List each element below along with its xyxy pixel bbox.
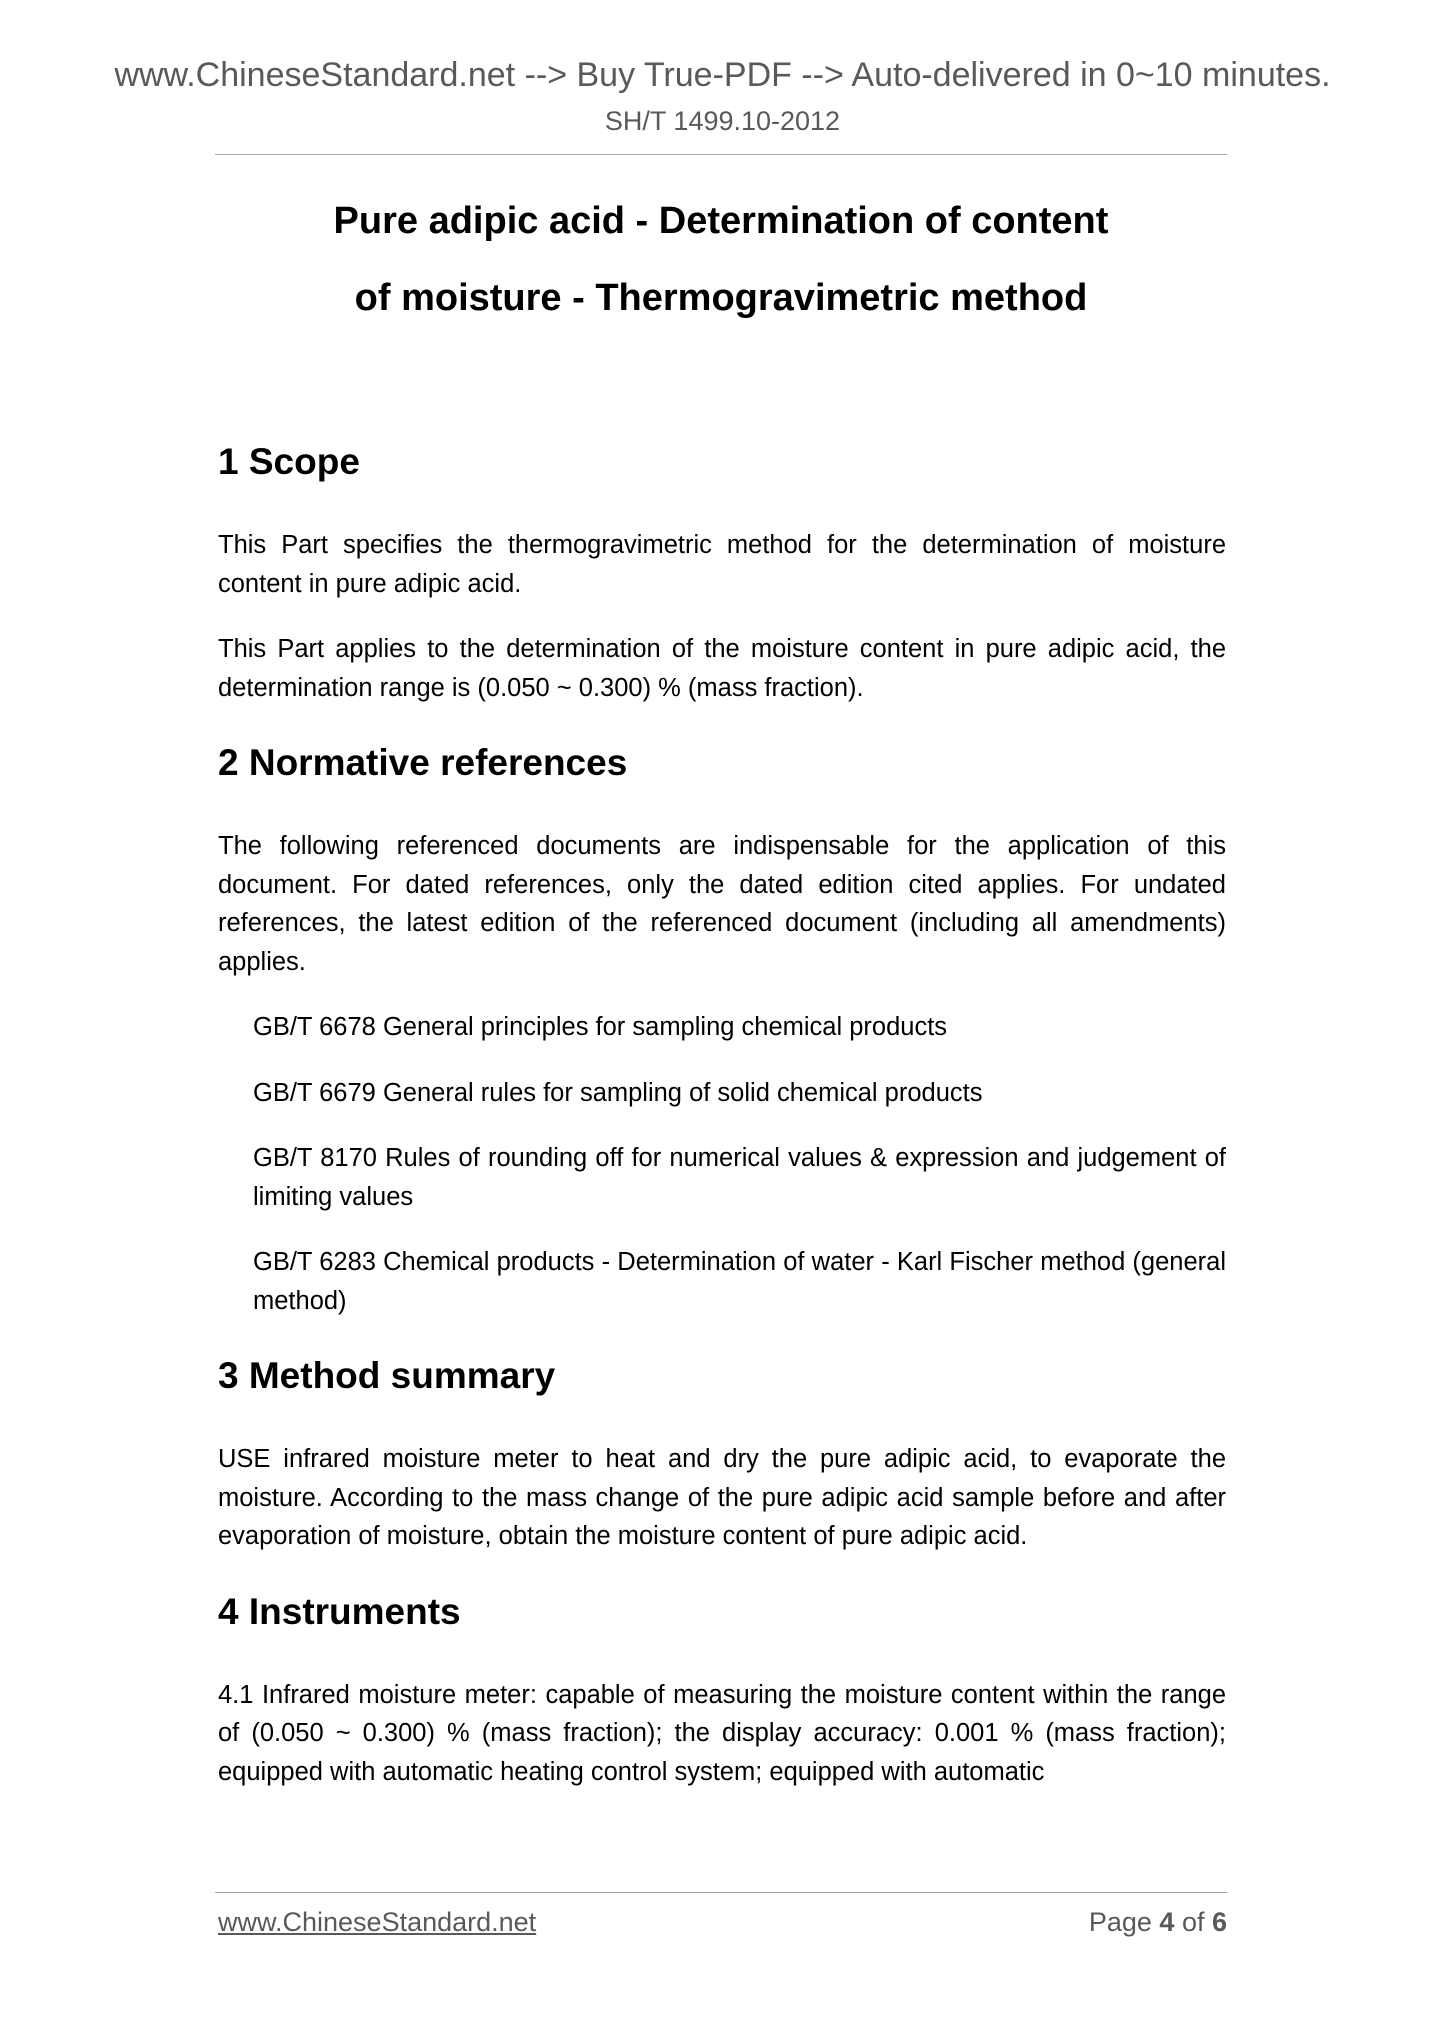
document-title [215,183,1227,337]
page-of: of [1174,1907,1212,1937]
section-method-summary [218,1347,1226,1556]
section-scope [218,433,1226,707]
reference-item: GB/T 6678 General principles for sampling chemical products [253,1013,948,1041]
page-current: 4 [1159,1907,1175,1937]
page-total: 6 [1211,1907,1227,1937]
section-instruments [218,1583,1226,1792]
section-normative-references [218,734,1226,1320]
title-line-1: Pure adipic acid - Determination of content [333,200,1109,242]
reference-item: GB/T 6679 General rules for sampling of solid chemical products [253,1078,983,1107]
footer-divider [215,1892,1227,1893]
section-heading: 2 Normative references [218,742,628,783]
header-banner: www.ChineseStandard.net --> Buy True-PDF --> Auto-delivered in 0~10 minutes. [114,56,1331,94]
standard-code: SH/T 1499.10-2012 [604,106,841,136]
document-body [218,433,1226,1818]
reference-item: GB/T 6283 Chemical products - Determination of water - Karl Fischer method (general method) [253,1248,1226,1315]
page-number [1089,1907,1227,1938]
paragraph: This Part specifies the thermogravimetric method for the determination of moisture content in pure adipic acid. [218,531,1226,598]
reference-item: GB/T 8170 Rules of rounding off for numerical values & expression and judgement of limiting values [253,1144,1226,1211]
paragraph: The following referenced documents are indispensable for the application of this document. For dated references, only the dated edition cited applies. For undated references, the latest edition of the referenced document (including all amendments) applies. [218,832,1226,976]
title-line-2: of moisture - Thermogravimetric method [354,277,1088,319]
page-prefix: Page [1088,1907,1160,1937]
paragraph: This Part applies to the determination of the moisture content in pure adipic acid, the determination range is (0.050 ~ 0.300) % (mass fraction). [218,635,1226,702]
paragraph: USE infrared moisture meter to heat and dry the pure adipic acid, to evaporate the moisture. According to the mass change of the pure adipic acid sample before and after evaporation of moisture, obtain the moisture content of pure adipic acid. [218,1445,1226,1550]
footer-website-link[interactable]: www.ChineseStandard.net [218,1907,537,1937]
header-divider [215,154,1227,155]
paragraph: 4.1 Infrared moisture meter: capable of measuring the moisture content within the range of (0.050 ~ 0.300) % (mass fraction); the display accuracy: 0.001 % (mass fraction); equipped with automatic heating control system; equipped with automatic [218,1680,1226,1786]
section-heading: 1 Scope [218,441,360,482]
section-heading: 4 Instruments [218,1590,461,1632]
section-heading: 3 Method summary [218,1355,556,1396]
